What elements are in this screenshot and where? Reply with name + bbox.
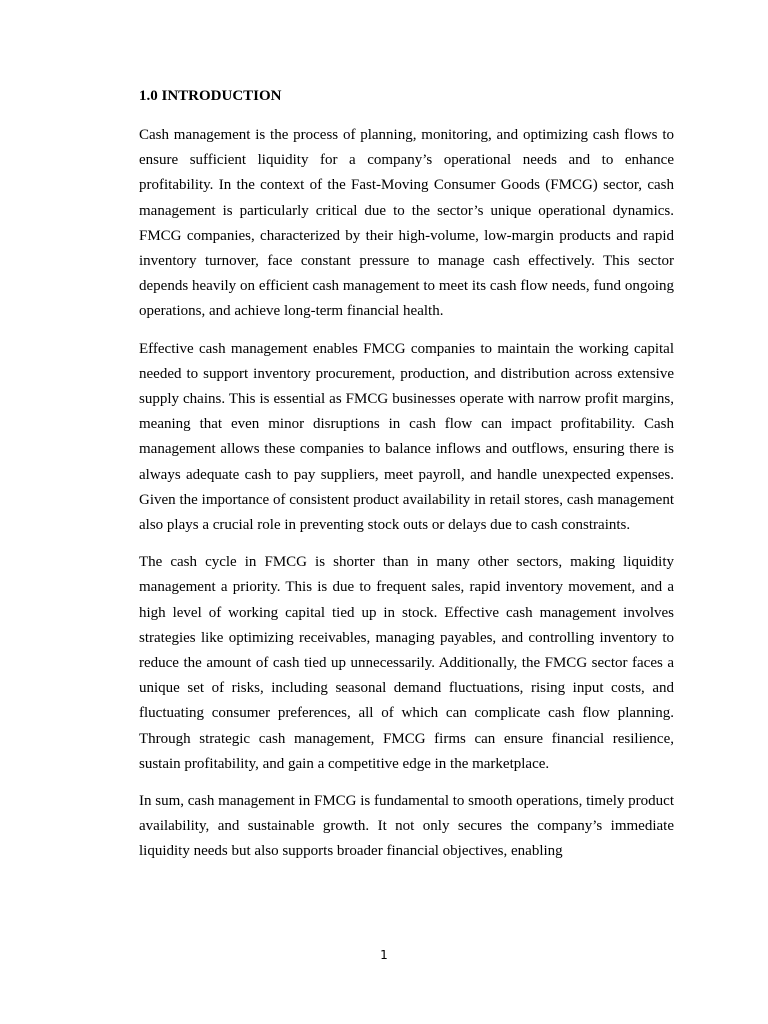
paragraph-intro-definition: Cash management is the process of planning, monitoring, and optimizing cash flows to ensure sufficient liquidity for a company’s operational needs and to enhance profitability. In the context of the Fast-Moving Consumer Goods (FMCG) sector, cash management is particularly critical due to the sector’s unique operational dynamics. FMCG companies, characterized by their high-volume, low-margin products and rapid inventory turnover, face constant pressure to manage cash effectively. This sector depends heavily on efficient cash management to meet its cash flow needs, fund ongoing operations, and achieve long-term financial health.	[139, 127, 674, 320]
page-body	[139, 86, 674, 877]
page-number: 1	[380, 948, 388, 962]
paragraph-working-capital: Effective cash management enables FMCG companies to maintain the working capital needed to support inventory procurement, production, and distribution across extensive supply chains. This is essential as FMCG businesses operate with narrow profit margins, meaning that even minor disruptions in cash flow can impact profitability. Cash management allows these companies to balance inflows and outflows, ensuring there is always adequate cash to pay suppliers, meet payroll, and handle unexpected expenses. Given the importance of consistent product availability in retail stores, cash management also plays a crucial role in preventing stock outs or delays due to cash constraints.	[139, 340, 674, 534]
paragraph-summary: In sum, cash management in FMCG is fundamental to smooth operations, timely product availability, and sustainable growth. It not only secures the company’s immediate liquidity needs but also supports broader financial objectives, enabling	[139, 793, 674, 860]
section-heading: 1.0 INTRODUCTION	[139, 88, 282, 104]
paragraph-cash-cycle: The cash cycle in FMCG is shorter than in many other sectors, making liquidity management a priority. This is due to frequent sales, rapid inventory movement, and a high level of working capital tied up in stock. Effective cash management involves strategies like optimizing receivables, managing payables, and controlling inventory to reduce the amount of cash tied up unnecessarily. Additionally, the FMCG sector faces a unique set of risks, including seasonal demand fluctuations, rising input costs, and fluctuating consumer preferences, all of which can complicate cash flow planning. Through strategic cash management, FMCG firms can ensure financial resilience, sustain profitability, and gain a competitive edge in the marketplace.	[139, 554, 674, 772]
